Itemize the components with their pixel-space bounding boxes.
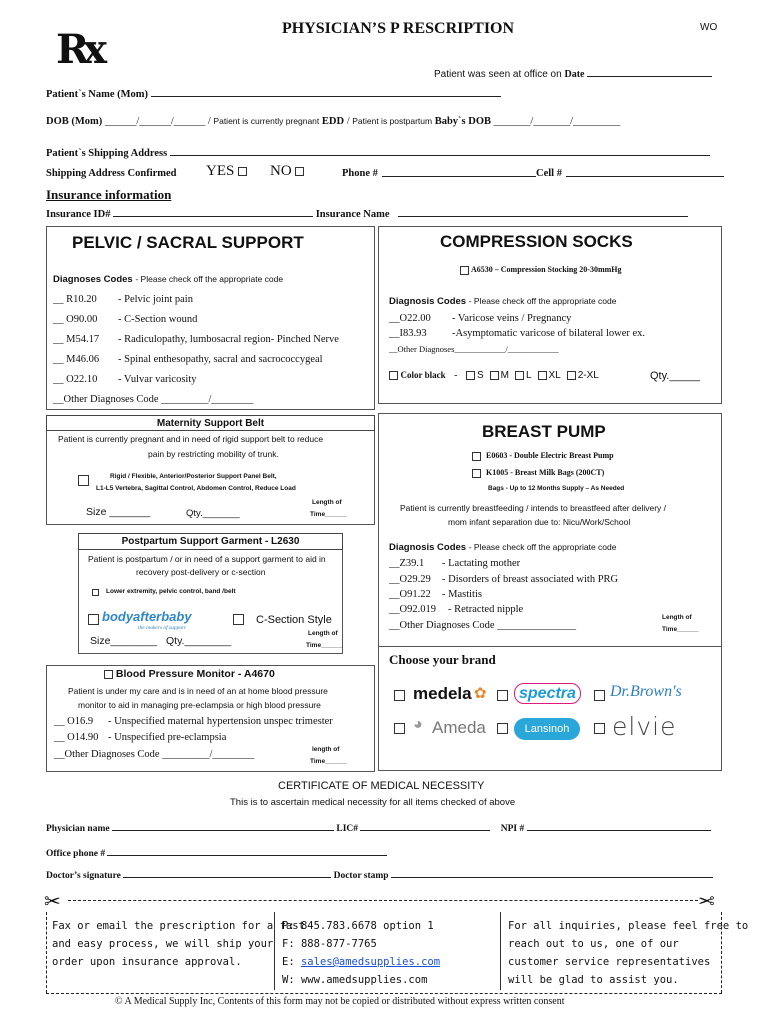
bodyafterbaby-logo: bodyafterbaby: [102, 609, 192, 624]
size-checkbox-4[interactable]: [567, 371, 576, 380]
footer-inquiry-line-3: will be glad to assist you.: [508, 974, 679, 986]
confirmed-label: Shipping Address Confirmed: [46, 168, 177, 179]
breast-desc-3: - Retracted nipple: [448, 604, 524, 615]
compression-desc-0: - Varicose veins / Pregnancy: [452, 313, 572, 324]
medela-checkbox[interactable]: [394, 690, 405, 701]
size-label-0: S: [476, 370, 484, 381]
dob-row: [46, 116, 620, 127]
pump-item-checkbox-0[interactable]: [472, 452, 481, 461]
footer-phone: P: 845.783.6678 option 1: [282, 920, 434, 932]
color-black-label: Color black: [400, 370, 446, 380]
rx-logo: Rx: [56, 26, 102, 73]
cell-field[interactable]: [566, 167, 724, 177]
postpartum-opt: Lower extremity, pelvic control, band /belt: [106, 588, 236, 595]
pelvic-desc-1: - C-Section wound: [118, 314, 198, 325]
size-label-2: L: [525, 370, 532, 381]
pelvic-dx-header: [53, 274, 283, 285]
footer-email-row: [282, 956, 440, 968]
size-option-4[interactable]: [567, 370, 599, 381]
breast-code-2[interactable]: __O91.22: [389, 589, 431, 600]
no-option[interactable]: [270, 163, 304, 180]
pelvic-code-4[interactable]: __ O22.10: [53, 374, 98, 385]
scissors-icon-right: ✂: [698, 891, 715, 913]
patient-name-row: [46, 87, 501, 100]
csection-label: C-Section Style: [256, 614, 332, 626]
footer-fax-line-0: Fax or email the prescription for a fast: [52, 920, 305, 932]
lic-label: LIC#: [336, 824, 359, 834]
pelvic-desc-3: - Spinal enthesopathy, sacral and sacrococcygeal: [118, 354, 323, 365]
bp-title-row: [104, 668, 275, 680]
footer-email-link[interactable]: sales@amedsupplies.com: [300, 956, 441, 968]
footer-inquiry-line-2: customer service representatives: [508, 956, 711, 968]
compression-dx-header: [389, 296, 616, 307]
breast-code-0[interactable]: __Z39.1: [389, 558, 425, 569]
ameda-logo: Ameda: [432, 718, 486, 737]
scissors-icon-left: ✂: [44, 891, 61, 913]
maternity-opt-1: Rigid / Flexible, Anterior/Posterior Support Panel Belt,: [110, 473, 277, 480]
postpartum-text: Patient is postpartum: [352, 116, 433, 126]
maternity-title: Maternity Support Belt: [46, 415, 375, 431]
no-label: NO: [270, 163, 292, 179]
physician-label: Physician name: [46, 824, 110, 834]
bp-title: Blood Pressure Monitor - A4670: [115, 668, 275, 680]
size-checkbox-3[interactable]: [538, 371, 547, 380]
brand-heading: Choose your brand: [389, 652, 496, 667]
compression-desc-1: -Asymptomatic varicose of bilateral lower ex.: [452, 328, 646, 339]
cut-line-bottom: [46, 993, 722, 994]
size-options: [460, 370, 599, 381]
breast-dx-label: Diagnosis Codes: [389, 542, 467, 553]
ameda-icon: ◕: [413, 716, 423, 733]
insurance-name-field[interactable]: [398, 207, 688, 217]
bp-desc-1: - Unspecified pre-eclampsia: [108, 732, 227, 743]
no-checkbox[interactable]: [295, 167, 304, 176]
postpartum-text-1: Patient is postpartum / or in need of a support garment to aid in: [88, 554, 326, 564]
size-dash: -: [454, 370, 458, 381]
breast-pump-title: BREAST PUMP: [482, 422, 606, 441]
maternity-length: Length of: [312, 499, 342, 506]
pump-item-checkbox-1[interactable]: [472, 469, 481, 478]
copyright: © A Medical Supply Inc, Contents of this form may not be copied or distributed without express written consent: [115, 996, 565, 1007]
breast-desc-2: - Mastitis: [442, 589, 482, 600]
lansinoh-logo: Lansinoh: [514, 718, 580, 740]
compression-qty[interactable]: Qty._____: [650, 370, 700, 382]
bp-text-2: monitor to aid in managing pre-eclampsia or high blood pressure: [78, 700, 321, 710]
pelvic-other[interactable]: __Other Diagnoses Code _________/________: [53, 394, 254, 405]
postpartum-time[interactable]: Time______: [306, 642, 343, 649]
phone-field[interactable]: [382, 167, 536, 177]
form-code: WO: [700, 22, 718, 33]
breast-code-1[interactable]: __O29.29: [389, 574, 431, 585]
npi-field[interactable]: [527, 821, 711, 831]
office-phone-field[interactable]: [107, 846, 387, 856]
pelvic-desc-2: - Radiculopathy, lumbosacral region- Pinched Nerve: [118, 334, 339, 345]
spectra-logo: spectra: [514, 683, 581, 704]
footer-divider-2: [500, 912, 501, 990]
pelvic-code-2[interactable]: __ M54.17: [53, 334, 100, 345]
insurance-id-field[interactable]: [113, 207, 313, 217]
pelvic-dx-label: Diagnoses Codes: [53, 274, 133, 285]
pump-item-0: [472, 451, 614, 461]
size-option-3[interactable]: [538, 370, 561, 381]
bp-length: length of: [312, 746, 340, 753]
certificate-subtitle: This is to ascertain medical necessity for all items checked of above: [230, 797, 516, 808]
compression-checkbox[interactable]: [460, 266, 469, 275]
insurance-id-label: Insurance ID#: [46, 209, 111, 220]
postpartum-qty[interactable]: Qty.________: [166, 635, 232, 647]
bp-desc-0: - Unspecified maternal hypertension unspec trimester: [108, 716, 333, 727]
medela-logo: medela: [413, 684, 472, 703]
breast-desc-1: - Disorders of breast associated with PRG: [442, 574, 619, 585]
compression-item: [460, 265, 622, 275]
maternity-text-1: Patient is currently pregnant and in need of rigid support belt to reduce: [58, 434, 324, 444]
compression-title: COMPRESSION SOCKS: [440, 232, 633, 251]
bags-note: Bags - Up to 12 Months Supply – As Needed: [488, 485, 625, 492]
cut-line-left: [46, 912, 47, 993]
pelvic-code-1[interactable]: __ O90.00: [53, 314, 98, 325]
dob-field[interactable]: ______/______/______ /: [104, 116, 211, 127]
stamp-label: Doctor stamp: [333, 871, 389, 881]
signature-field[interactable]: [123, 868, 331, 878]
footer-email-prefix: E:: [282, 956, 295, 968]
seen-label: Patient was seen at office on: [434, 69, 562, 80]
size-label-3: XL: [548, 370, 561, 381]
pelvic-desc-4: - Vulvar varicosity: [118, 374, 197, 385]
footer-fax: F: 888-877-7765: [282, 938, 377, 950]
compression-dx-label: Diagnosis Codes: [389, 296, 467, 307]
insurance-name-label: Insurance Name: [315, 209, 390, 220]
breast-desc-0: - Lactating mother: [442, 558, 521, 569]
drbrowns-logo: Dr.Brown's: [610, 683, 682, 700]
size-label-4: 2-XL: [577, 370, 599, 381]
size-checkbox-0[interactable]: [466, 371, 475, 380]
pump-item-1: [472, 468, 604, 478]
lansinoh-checkbox[interactable]: [497, 723, 508, 734]
address-label: Patient`s Shipping Address: [46, 148, 168, 159]
yes-option[interactable]: [206, 163, 247, 180]
pump-item-label-0: E0603 - Double Electric Breast Pump: [486, 451, 614, 460]
size-option-0[interactable]: [466, 370, 484, 381]
elvie-logo: elvie: [612, 712, 677, 741]
footer-inquiry-line-0: For all inquiries, please feel free to: [508, 920, 749, 932]
medela-flower-icon: ✿: [474, 685, 487, 702]
edd-label: EDD: [321, 116, 345, 127]
compression-other[interactable]: __Other Diagnoses____________/____________: [389, 344, 559, 354]
address-row: [46, 146, 710, 159]
bodyafterbaby-tagline: the makers of support: [138, 625, 186, 631]
postpartum-title: Postpartum Support Garment - L2630: [78, 533, 343, 550]
drbrowns-checkbox[interactable]: [594, 690, 605, 701]
postpartum-text-2: recovery post-delivery or c-section: [136, 567, 266, 577]
size-checkbox-2[interactable]: [515, 371, 524, 380]
elvie-checkbox[interactable]: [594, 723, 605, 734]
size-label-1: M: [500, 370, 509, 381]
breast-dx-hint: - Please check off the appropriate code: [468, 542, 617, 552]
bp-time[interactable]: Time______: [310, 758, 347, 765]
yes-checkbox[interactable]: [238, 167, 247, 176]
bp-text-1: Patient is under my care and is in need of an at home blood pressure: [68, 686, 328, 696]
csection-checkbox[interactable]: [233, 614, 244, 625]
color-black-checkbox[interactable]: [389, 371, 398, 380]
maternity-opt-2: L1-L5 Vertebra, Sagittal Control, Abdomen Control, Reduce Load: [96, 485, 296, 492]
brand-divider: [378, 646, 722, 647]
form-title: PHYSICIAN’S P RESCRIPTION: [282, 20, 515, 37]
breast-time[interactable]: Time______: [662, 626, 699, 633]
postpartum-size[interactable]: Size________: [90, 635, 158, 647]
dob-label: DOB (Mom): [46, 116, 103, 127]
compression-dx-hint: - Please check off the appropriate code: [468, 296, 617, 306]
maternity-qty[interactable]: Qty._______: [186, 508, 240, 519]
spectra-checkbox[interactable]: [497, 690, 508, 701]
compression-item-label: A6530 – Compression Stocking 20-30mmHg: [471, 265, 622, 274]
size-checkbox-1[interactable]: [490, 371, 499, 380]
postpartum-length: Length of: [308, 630, 338, 637]
breast-dx-header: [389, 542, 616, 553]
lic-field[interactable]: [360, 821, 490, 831]
footer-fax-line-2: order upon insurance approval.: [52, 956, 242, 968]
pregnant-text: Patient is currently pregnant: [213, 116, 320, 126]
yes-label: YES: [206, 163, 235, 179]
seen-date-field[interactable]: [587, 67, 712, 77]
office-phone-row: [46, 846, 387, 859]
bp-checkbox[interactable]: [104, 670, 113, 679]
insurance-row: [46, 207, 688, 220]
insurance-heading: Insurance information: [46, 187, 172, 202]
compression-code-1[interactable]: __I83.93: [389, 328, 427, 339]
office-phone-label: Office phone #: [46, 849, 106, 859]
pelvic-title: PELVIC / SACRAL SUPPORT: [72, 233, 304, 252]
compression-code-0[interactable]: __O22.00: [389, 313, 431, 324]
bp-code-1[interactable]: __ O14.90: [54, 732, 99, 743]
maternity-text-2: pain by restricting mobility of trunk.: [148, 449, 279, 459]
footer-inquiry-line-1: reach out to us, one of our: [508, 938, 679, 950]
physician-field[interactable]: [112, 821, 334, 831]
baby-dob-label: Baby`s DOB: [434, 116, 492, 127]
breast-text-1: Patient is currently breastfeeding / intends to breastfeed after delivery /: [400, 503, 667, 513]
maternity-size[interactable]: Size _______: [86, 506, 151, 518]
pelvic-desc-0: - Pelvic joint pain: [118, 294, 193, 305]
patient-name-label: Patient`s Name (Mom): [46, 89, 149, 100]
breast-length: Length of: [662, 614, 692, 621]
phone-label: Phone #: [342, 168, 378, 179]
size-option-2[interactable]: [515, 370, 532, 381]
seen-date-row: [434, 67, 712, 80]
footer-web[interactable]: W: www.amedsupplies.com: [282, 974, 428, 986]
stamp-field[interactable]: [391, 868, 713, 878]
seen-date-label: Date: [564, 69, 585, 80]
physician-row: [46, 821, 711, 834]
bp-code-0[interactable]: __ O16.9: [54, 716, 94, 727]
patient-name-field[interactable]: [151, 87, 501, 97]
signature-label: Doctor’s signature: [46, 871, 121, 881]
bodyafterbaby-checkbox[interactable]: [88, 614, 99, 625]
certificate-title: CERTIFICATE OF MEDICAL NECESSITY: [278, 780, 485, 792]
bp-other[interactable]: __Other Diagnoses Code _________/________: [54, 749, 255, 760]
size-option-1[interactable]: [490, 370, 509, 381]
footer-fax-line-1: and easy process, we will ship your: [52, 938, 274, 950]
breast-other[interactable]: __Other Diagnoses Code _______________: [389, 620, 576, 631]
npi-label: NPI #: [500, 824, 525, 834]
pelvic-code-0[interactable]: __ R10.20: [53, 294, 97, 305]
signature-row: [46, 868, 713, 881]
compression-size-row: [389, 370, 599, 381]
address-field[interactable]: [170, 146, 710, 156]
pelvic-code-3[interactable]: __ M46.06: [53, 354, 100, 365]
ameda-checkbox[interactable]: [394, 723, 405, 734]
baby-dob-field[interactable]: _______/_______/_________: [493, 116, 621, 127]
pump-item-label-1: K1005 - Breast Milk Bags (200CT): [486, 468, 605, 477]
cell-label: Cell #: [536, 168, 562, 179]
slash: /: [346, 116, 350, 127]
pelvic-dx-hint: - Please check off the appropriate code: [135, 274, 284, 284]
maternity-time[interactable]: Time______: [310, 511, 347, 518]
postpartum-opt-checkbox[interactable]: [92, 589, 99, 596]
breast-code-3[interactable]: __O92.019: [389, 604, 436, 615]
cut-line-top: [68, 900, 698, 901]
breast-text-2: mom infant separation due to: Nicu/Work/School: [448, 517, 631, 527]
maternity-checkbox[interactable]: [78, 475, 89, 486]
